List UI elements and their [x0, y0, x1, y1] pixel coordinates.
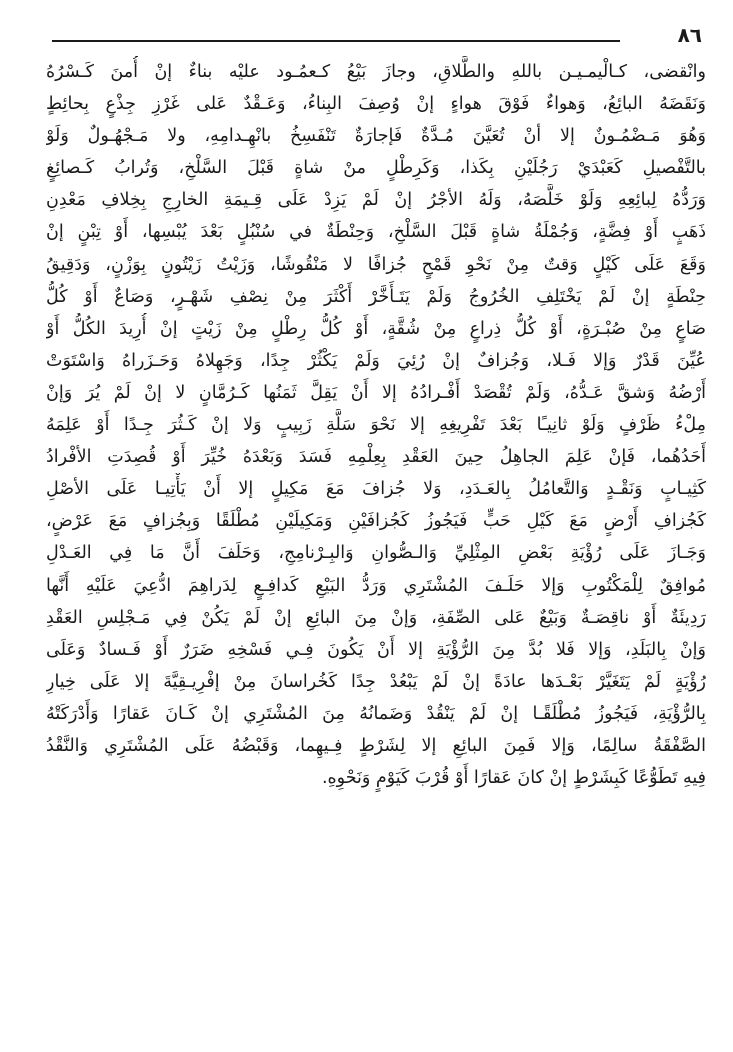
page-number: ٨٦ — [677, 23, 702, 47]
text-line: حِنْطَةٍ إنْ لَمْ يَخْتَلِفِ الخُرُوجُ وَلَمْ يَتَـأَخَّرْ أَكْثَرَ مِنْ نِصْفِ شَهْـرٍ، وَصَاعٌ أَوْ كُلُّ — [46, 286, 706, 307]
header-rule — [52, 40, 620, 42]
text-line: وَرَدُّهُ لِبائِعِهِ وَلَوْ خَلَّصَهُ، وَلَهُ الأجْرُ إنْ لَمْ يَزِدْ عَلَى قِـيمَةِ الخارِجِ بِخِلافِ مَعْدِنِ — [46, 190, 706, 211]
text-line: أَرْضُهُ وَشقَّ عَـدُّهُ، وَلَمْ تُقْصَدْ أَفْـرادُهُ إلا أَنْ يَقِلَّ ثَمَنُها كَـرُمَّانٍ لا إنْ لَمْ يُرَ وَإنْ — [46, 382, 706, 403]
text-line: مِلْءُ ظَرْفٍ وَلَوْ ثانِيـًا بَعْدَ تَفْرِيغِهِ إلا نَحْوَ سَلَّةِ زَبِيبٍ وَلا إنْ كَـثُرَ جِـدًا أَوْ عَلِمَهُ — [46, 415, 706, 436]
text-line: أَحَدُهُما، فَإنْ عَلِمَ الجاهِلُ حِينَ العَقْدِ بِعِلْمِهِ فَسَدَ وَبَعْدَهُ خُيِّرَ أَوْ قُصِدَتِ الأفْرادُ — [46, 447, 706, 468]
text-line: وَنَقَضَهُ البائِعُ، وَهواءٌ فَوْقَ هواءٍ إنْ وُصِفَ البِناءُ، وَعَـقْدٌ عَلى غَرْزِ جِذْعٍ بِحائِطٍ — [46, 94, 706, 115]
text-line: مُوافِقٌ لِلْمَكْتُوبِ وَإلا حَلَـفَ المُشْتَرِي وَرَدُّ البَيْعِ كَدافِـعٍ لِدَراهِمَ ادُّعِيَ عَلَيْهِ أَنَّها — [46, 575, 706, 596]
text-line: عُيِّنَ قَدْرٌ وَإلا فَـلا، وَجُزافٌ إنْ رُئِيَ وَلَمْ يَكْثُرْ جِدًا، وَجَهِلاهُ وَحَـزَراهُ وَاسْتَوَتْ — [46, 350, 706, 371]
text-line: صَاعٍ مِنْ صُبْـرَةٍ، أَوْ كُلُّ ذِراعٍ مِنْ شُقَّةٍ، أَوْ كُلُّ رِطْلٍ مِنْ زَيْتٍ إنْ أُرِيدَ الكُلُّ أَوْ — [46, 318, 706, 339]
text-line: وانْقضى، كـالْيمـيـن باللهِ والطَّلاقِ، وجازَ بَيْعُ كـعمُـود عليْه بناءٌ إنْ أُمنَ كَـسْرُهُ — [46, 62, 706, 82]
text-line: وَجَـازَ عَلَى رُؤْيَةِ بَعْضِ المِثْلِيِّ وَالـصُّوانِ وَالبِـرْنامِجِ، وَحَلَفَ أَنَّ مَا فِي العَـدْلِ — [46, 543, 706, 564]
body-text — [46, 56, 706, 794]
text-line: وَإنْ بِالبَلَدِ، وَإلا فَلا بُدَّ مِنَ الرُّؤْيَةِ إلا أَنْ يَكُونَ فِـي فَسْخِهِ ضَرَرٌ أَوْ فَـسادٌ وَعَلَى — [46, 639, 706, 660]
text-line: رَدِيئَةٌ أَوْ ناقِصَـةٌ وَبَيْعٌ عَلى الصِّفَةِ، وَإنْ مِنَ البائِعِ إنْ لَمْ يَكُنْ فِي مَـجْلِسِ العَقْدِ — [46, 607, 706, 628]
text-line: وَهُوَ مَـضْمُـونٌ إلا أنْ تُعَيَّنَ مُـدَّةٌ فَإجارَةٌ تَنْفَسِخُ بانْهِـدامِهِ، ولا مَـجْهُـولٌ وَلَوْ — [46, 126, 706, 147]
text-line: فِيهِ تَطَوُّعًا كَبِشَرْطٍ إنْ كانَ عَقارًا أَوْ قُرْبَ كَيَوْمٍ وَنَحْوِهِ. — [321, 768, 706, 789]
page-header — [52, 22, 702, 48]
text-line: الصَّفْقَةُ سالِمًا، وَإلا فَمِنَ البائِعِ إلا لِشَرْطٍ فِـيهِما، وَقَبْضُهُ عَلَى المُشْتَرِي وَالنَّقْدُ — [46, 735, 706, 756]
text-line: كَثِيـابٍ وَنَقْـدٍ وَالتَّعامُلُ بِالعَـدَدِ، وَلا جُزافَ مَعَ مَكِيلٍ إلا أَنْ يَأْتِيـا عَلَى الأصْلِ — [46, 479, 706, 500]
text-line: رُؤْيَةٍ لَمْ يَتَغَيَّرْ بَعْـدَها عادَةً إنْ لَمْ يَبْعُدْ جِدًا كَخُراسانَ مِنْ إفْرِيـقِيَّةَ إلا عَلَى خِيارِ — [46, 671, 706, 692]
text-line: وَقَعَ عَلَى كَيْلٍ وَقتٌ مِنْ نَحْوِ قَمْحٍ جُزافًا لا مَنْقُوشًا، وَزَيْتُ زَيْتُونٍ بِوَزْنٍ، وَدَقِيقُ — [46, 254, 706, 275]
text-line: ذَهَبٍ أَوْ فِضَّةٍ، وَجُمْلَةُ شاةٍ قَبْلَ السَّلْخِ، وَحِنْطَةٌ في سُنْبُلٍ بَعْدَ يُبْسِها، أَوْ تِبْنٍ إنْ — [46, 222, 706, 243]
text-line: بِالرُّؤْيَةِ، فَيَجُوزُ مُطْلَقًـا إنْ لَمْ يَنْقُدْ وَضَمانُهُ مِنَ المُشْتَرِي إنْ كَـانَ عَقارًا وَأَدْرَكَتْهُ — [46, 703, 706, 724]
text-line: بالتَّفْصيلِ كَعَبْدَيْ رَجُلَيْنِ بِكَذا، وَكَرِطْلٍ منْ شاةٍ قَبْلَ السَّلْخِ، وَتُرابُ كَـصائِغٍ — [46, 158, 706, 179]
text-line: كَجُزافِ أَرْضٍ مَعَ كَيْلِ حَبٍّ فَيَجُوزُ كَجُزافَيْنِ وَمَكِيلَيْنِ مُطْلَقًا وَبِجُزافٍ مَعَ عَرْضٍ، — [46, 511, 706, 532]
